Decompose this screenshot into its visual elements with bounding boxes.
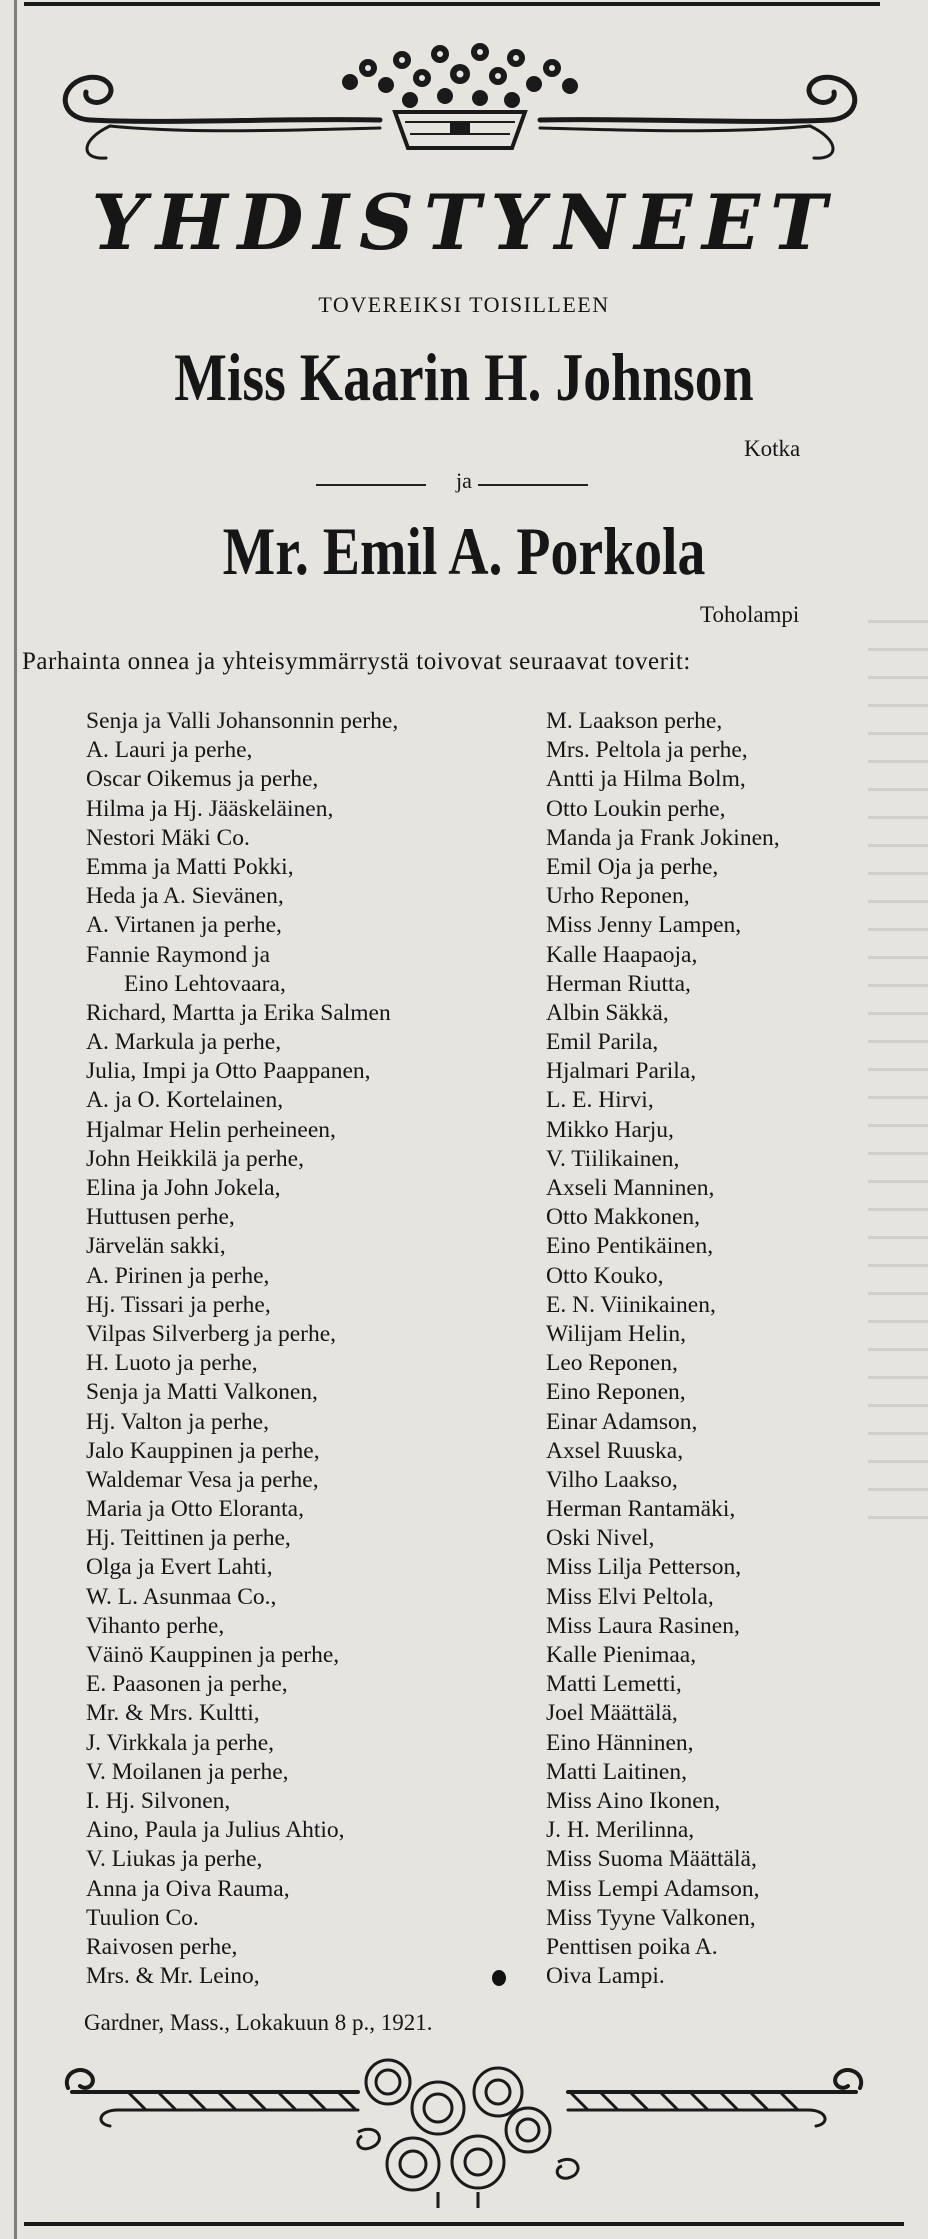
well-wisher-right: Eino Pentikäinen, bbox=[546, 1233, 714, 1260]
place-date-line: Gardner, Mass., Lokakuun 8 p., 1921. bbox=[84, 2010, 433, 2035]
bottom-rule bbox=[24, 2222, 904, 2226]
well-wisher-left: Olga ja Evert Lahti, bbox=[86, 1554, 273, 1581]
well-wisher-left: Julia, Impi ja Otto Paappanen, bbox=[86, 1058, 371, 1085]
well-wisher-left: V. Moilanen ja perhe, bbox=[86, 1758, 289, 1785]
well-wisher-right: Herman Riutta, bbox=[546, 970, 691, 997]
well-wisher-right: Oski Nivel, bbox=[546, 1525, 655, 1552]
well-wisher-left: E. Paasonen ja perhe, bbox=[86, 1671, 288, 1698]
well-wisher-left: Järvelän sakki, bbox=[86, 1233, 226, 1260]
well-wisher-right: Urho Reponen, bbox=[546, 883, 690, 910]
well-wisher-left: A. ja O. Kortelainen, bbox=[86, 1087, 284, 1114]
well-wisher-right: Miss Jenny Lampen, bbox=[546, 912, 742, 939]
well-wisher-right: Albin Säkkä, bbox=[546, 999, 669, 1026]
announcement-subtitle: TOVEREIKSI TOISILLEEN bbox=[318, 292, 610, 317]
well-wishers-right-column bbox=[546, 707, 780, 1991]
well-wisher-left: Raivosen perhe, bbox=[86, 1933, 238, 1960]
well-wisher-left: A. Virtanen ja perhe, bbox=[86, 912, 282, 939]
well-wisher-right: Miss Lempi Adamson, bbox=[546, 1875, 760, 1902]
well-wisher-right: Mrs. Peltola ja perhe, bbox=[546, 737, 748, 764]
flower-basket-ornament bbox=[50, 30, 870, 170]
well-wisher-right: Penttisen poika A. bbox=[546, 1933, 718, 1960]
ink-blot bbox=[492, 1970, 506, 1986]
well-wisher-right: Emil Oja ja perhe, bbox=[546, 853, 719, 880]
well-wisher-right: Matti Lemetti, bbox=[546, 1671, 682, 1698]
well-wisher-right: Herman Rantamäki, bbox=[546, 1496, 736, 1523]
well-wisher-left: Nestori Mäki Co. bbox=[86, 824, 250, 851]
well-wisher-right: Miss Laura Rasinen, bbox=[546, 1612, 740, 1639]
well-wisher-right: Manda ja Frank Jokinen, bbox=[546, 824, 780, 851]
well-wisher-right: Miss Lilja Petterson, bbox=[546, 1554, 742, 1581]
well-wisher-left: Maria ja Otto Eloranta, bbox=[86, 1496, 304, 1523]
well-wisher-left: Oscar Oikemus ja perhe, bbox=[86, 766, 319, 793]
roses-ornament bbox=[58, 2052, 870, 2210]
well-wisher-right: Vilho Laakso, bbox=[546, 1466, 678, 1493]
well-wisher-right: Matti Laitinen, bbox=[546, 1758, 687, 1785]
well-wisher-right: Otto Kouko, bbox=[546, 1262, 664, 1289]
well-wisher-left: I. Hj. Silvonen, bbox=[86, 1787, 231, 1814]
well-wisher-right: Einar Adamson, bbox=[546, 1408, 698, 1435]
bride-name: Miss Kaarin H. Johnson bbox=[174, 339, 754, 415]
well-wisher-left: Hj. Teittinen ja perhe, bbox=[86, 1525, 291, 1552]
well-wisher-left: Huttusen perhe, bbox=[86, 1204, 235, 1231]
well-wisher-left: Hjalmar Helin perheineen, bbox=[86, 1116, 336, 1143]
well-wisher-right: E. N. Viinikainen, bbox=[546, 1291, 716, 1318]
well-wisher-right: Axsel Ruuska, bbox=[546, 1437, 684, 1464]
well-wisher-right: Antti ja Hilma Bolm, bbox=[546, 766, 746, 793]
adjacent-column-bleed bbox=[868, 620, 928, 1520]
well-wisher-left: Senja ja Valli Johansonnin perhe, bbox=[86, 708, 399, 734]
well-wisher-right: Otto Loukin perhe, bbox=[546, 795, 726, 822]
well-wisher-left: Elina ja John Jokela, bbox=[86, 1175, 281, 1201]
well-wisher-right: L. E. Hirvi, bbox=[546, 1087, 654, 1114]
well-wisher-left: John Heikkilä ja perhe, bbox=[86, 1145, 304, 1172]
top-rule bbox=[24, 2, 880, 6]
divider-right bbox=[478, 484, 588, 486]
well-wisher-left: Väinö Kauppinen ja perhe, bbox=[86, 1642, 340, 1668]
well-wisher-left: V. Liukas ja perhe, bbox=[86, 1846, 263, 1873]
well-wisher-right: Mikko Harju, bbox=[546, 1116, 674, 1143]
well-wisher-left: Fannie Raymond ja bbox=[86, 941, 271, 968]
well-wisher-right: Miss Aino Ikonen, bbox=[546, 1787, 721, 1814]
well-wisher-left: Hilma ja Hj. Jääskeläinen, bbox=[86, 795, 334, 822]
well-wisher-left: Mr. & Mrs. Kultti, bbox=[86, 1700, 260, 1727]
well-wisher-right: Miss Suoma Määttälä, bbox=[546, 1846, 757, 1873]
well-wisher-left: Mrs. & Mr. Leino, bbox=[86, 1963, 260, 1990]
well-wisher-right: J. H. Merilinna, bbox=[546, 1817, 695, 1844]
groom-name: Mr. Emil A. Porkola bbox=[222, 513, 706, 589]
well-wisher-left: Vilpas Silverberg ja perhe, bbox=[86, 1320, 337, 1347]
well-wishers-left-column bbox=[86, 707, 398, 1991]
well-wisher-right: Joel Määttälä, bbox=[546, 1700, 678, 1727]
well-wisher-left: Heda ja A. Sievänen, bbox=[86, 883, 284, 910]
well-wisher-right: Hjalmari Parila, bbox=[546, 1058, 697, 1085]
well-wisher-right: Miss Elvi Peltola, bbox=[546, 1583, 714, 1610]
well-wisher-left: J. Virkkala ja perhe, bbox=[86, 1729, 275, 1756]
greeting-line: Parhainta onnea ja yhteisymmärrystä toivovat seuraavat toverit: bbox=[22, 648, 691, 675]
well-wisher-right: Miss Tyyne Valkonen, bbox=[546, 1904, 756, 1931]
column-edge bbox=[14, 0, 17, 2239]
well-wisher-right: Eino Hänninen, bbox=[546, 1729, 694, 1756]
well-wisher-left: Senja ja Matti Valkonen, bbox=[86, 1379, 318, 1406]
well-wisher-left: Emma ja Matti Pokki, bbox=[86, 853, 294, 880]
well-wisher-right: Oiva Lampi. bbox=[546, 1963, 665, 1990]
well-wisher-right: Emil Parila, bbox=[546, 1029, 659, 1056]
well-wisher-left: Richard, Martta ja Erika Salmen bbox=[86, 999, 391, 1026]
well-wisher-left: Vihanto perhe, bbox=[86, 1612, 225, 1639]
well-wisher-left: Waldemar Vesa ja perhe, bbox=[86, 1466, 319, 1493]
well-wisher-right: Leo Reponen, bbox=[546, 1350, 678, 1377]
well-wisher-left: Hj. Tissari ja perhe, bbox=[86, 1291, 271, 1318]
well-wisher-left: Jalo Kauppinen ja perhe, bbox=[86, 1437, 320, 1464]
well-wisher-right: Kalle Pienimaa, bbox=[546, 1642, 697, 1668]
well-wisher-left: Tuulion Co. bbox=[86, 1904, 199, 1931]
well-wisher-left: A. Pirinen ja perhe, bbox=[86, 1262, 270, 1289]
well-wisher-right: Eino Reponen, bbox=[546, 1379, 686, 1406]
well-wisher-left: H. Luoto ja perhe, bbox=[86, 1350, 258, 1377]
well-wisher-right: Axseli Manninen, bbox=[546, 1175, 715, 1201]
well-wisher-left: W. L. Asunmaa Co., bbox=[86, 1583, 277, 1610]
well-wisher-left: Eino Lehtovaara, bbox=[124, 970, 286, 997]
announcement-title: YHDISTYNEET bbox=[91, 178, 837, 267]
well-wisher-left: Hj. Valton ja perhe, bbox=[86, 1408, 269, 1435]
well-wisher-left: A. Markula ja perhe, bbox=[86, 1029, 282, 1056]
joiner-text: ja bbox=[456, 468, 472, 493]
well-wisher-left: A. Lauri ja perhe, bbox=[86, 737, 253, 764]
well-wisher-right: Otto Makkonen, bbox=[546, 1204, 701, 1231]
well-wisher-left: Aino, Paula ja Julius Ahtio, bbox=[86, 1817, 345, 1844]
well-wisher-right: Kalle Haapaoja, bbox=[546, 941, 698, 968]
well-wisher-right: Wilijam Helin, bbox=[546, 1320, 687, 1347]
well-wisher-right: M. Laakson perhe, bbox=[546, 708, 723, 734]
well-wisher-left: Anna ja Oiva Rauma, bbox=[86, 1875, 290, 1902]
bride-place: Kotka bbox=[744, 436, 801, 461]
well-wisher-right: V. Tiilikainen, bbox=[546, 1145, 680, 1172]
groom-place: Toholampi bbox=[700, 602, 800, 627]
